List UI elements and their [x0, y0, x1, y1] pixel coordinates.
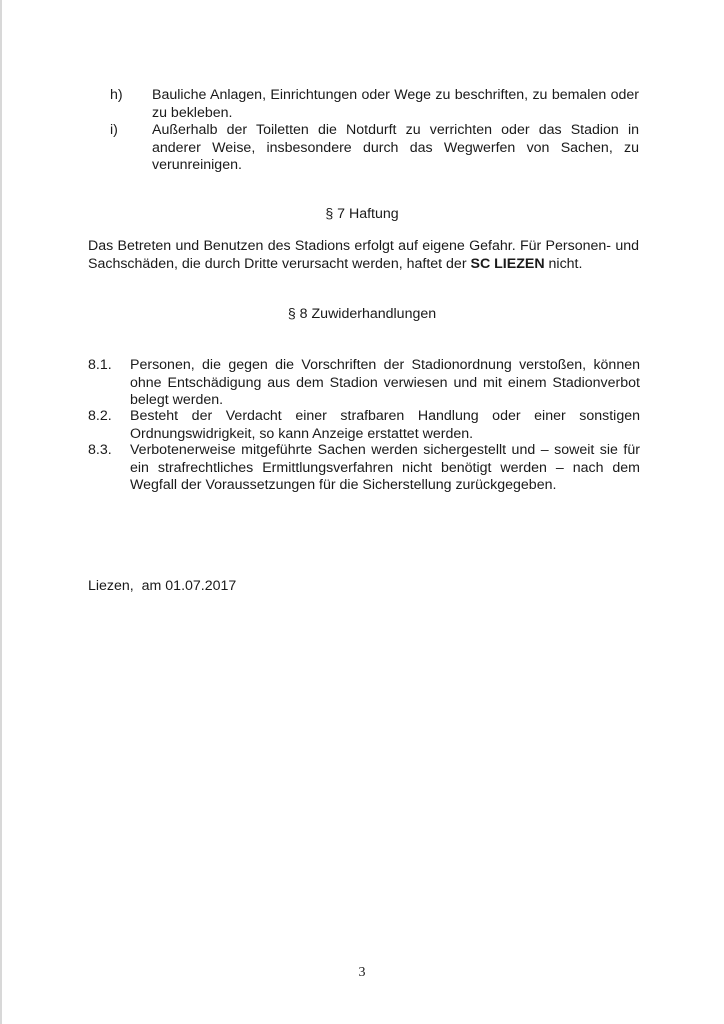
section-7-text-before: Das Betreten und Benutzen des Stadions erfolgt auf eigene Gefahr. Für Personen- und Sachschäden, die durch Dritte verursacht werden, haftet der [88, 238, 639, 272]
item-number-8-1: 8.1. [88, 357, 112, 373]
list-text-i: Außerhalb der Toiletten die Notdurft zu verrichten oder das Stadion in anderer Weise, insbesondere durch das Wegwerfen von Sachen, zu verunreinigen. [152, 122, 639, 173]
section-7-text [88, 238, 639, 273]
item-text-8-1: Personen, die gegen die Vorschriften der Stadionordnung verstoßen, können ohne Entschädigung aus dem Stadion verwiesen und mit einem Stadionverbot belegt werden. [130, 357, 640, 408]
section-7-heading: § 7 Haftung [325, 206, 399, 222]
club-name: SC LIEZEN [470, 255, 545, 272]
place-date-line: Liezen, am 01.07.2017 [88, 578, 237, 594]
section-7-text-after: nicht. [544, 255, 583, 272]
list-label-h: h) [110, 87, 123, 103]
list-text-h: Bauliche Anlagen, Einrichtungen oder Wege zu beschriften, zu bemalen oder zu bekleben. [152, 87, 639, 121]
item-text-8-2: Besteht der Verdacht einer strafbaren Handlung oder einer sonstigen Ordnungswidrigkeit, so kann Anzeige erstattet werden. [130, 408, 640, 442]
section-8-heading: § 8 Zuwiderhandlungen [287, 306, 437, 322]
page-number: 3 [358, 965, 366, 980]
item-number-8-2: 8.2. [88, 408, 112, 424]
list-label-i: i) [110, 122, 118, 138]
item-text-8-3: Verbotenerweise mitgeführte Sachen werden sichergestellt und – soweit sie für ein strafrechtliches Ermittlungsverfahren nicht benötigt werden – nach dem Wegfall der Voraussetzungen für die Sicherstellung zurückgegeben. [130, 442, 640, 493]
item-number-8-3: 8.3. [88, 442, 112, 458]
